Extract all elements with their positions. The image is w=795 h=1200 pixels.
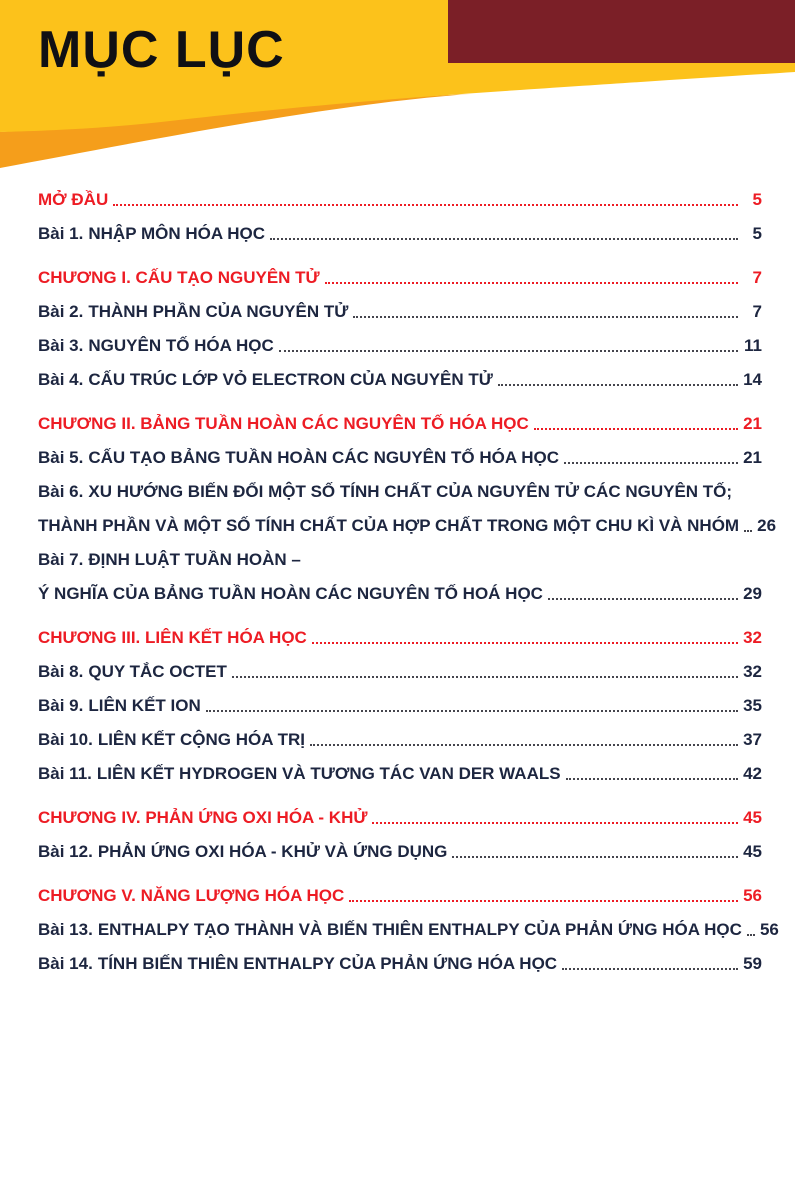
entry-title: MỞ ĐẦU [38, 190, 109, 209]
page-number: 29 [743, 584, 762, 603]
toc-heading-row [38, 414, 762, 434]
dot-leader [452, 856, 738, 858]
dot-leader [353, 316, 738, 318]
toc-entry-row [38, 584, 762, 604]
page-number: 26 [757, 516, 777, 535]
dot-leader [113, 204, 738, 206]
dot-leader [232, 676, 738, 678]
toc-entry-row [38, 764, 762, 784]
entry-prefix: Bài 7. [38, 550, 84, 569]
dot-leader [312, 642, 738, 644]
dot-leader [498, 384, 738, 386]
dot-leader [562, 968, 738, 970]
entry-prefix: Bài 14. [38, 954, 93, 973]
entry-title: Bài 11. LIÊN KẾT HYDROGEN VÀ TƯƠNG TÁC VAN DER WAALS [38, 764, 561, 783]
page-number: 45 [743, 808, 762, 827]
page-number: 32 [743, 628, 762, 647]
toc-entry-row [38, 336, 762, 356]
dot-leader [310, 744, 738, 746]
dot-leader [270, 238, 738, 240]
entry-title: Bài 7. ĐỊNH LUẬT TUẦN HOÀN – [38, 550, 301, 569]
page-title: MỤC LỤC [38, 21, 285, 79]
entry-prefix: Bài 3. [38, 336, 84, 355]
toc-heading-row [38, 268, 762, 288]
dot-leader [566, 778, 738, 780]
toc-heading-row [38, 190, 762, 210]
toc-heading-row [38, 628, 762, 648]
entry-title: CHƯƠNG V. NĂNG LƯỢNG HÓA HỌC [38, 886, 345, 905]
dot-leader [349, 900, 738, 902]
toc-entry-row [38, 696, 762, 716]
entry-title: Bài 2. THÀNH PHẦN CỦA NGUYÊN TỬ [38, 302, 349, 321]
dot-leader [744, 530, 752, 532]
dot-leader [534, 428, 738, 430]
entry-title: CHƯƠNG II. BẢNG TUẦN HOÀN CÁC NGUYÊN TỐ HÓA HỌC [38, 414, 529, 433]
dot-leader [548, 598, 738, 600]
page-number: 21 [743, 414, 762, 433]
page-number: 5 [752, 224, 762, 243]
toc-entry-row [38, 550, 762, 570]
entry-title: CHƯƠNG IV. PHẢN ỨNG OXI HÓA - KHỬ [38, 808, 368, 827]
page-number: 5 [752, 190, 762, 209]
toc-entry-row [38, 920, 779, 940]
page-number: 42 [743, 764, 762, 783]
toc-entry-row [38, 516, 777, 536]
entry-title: Bài 6. XU HƯỚNG BIẾN ĐỔI MỘT SỐ TÍNH CHẤT CỦA NGUYÊN TỬ CÁC NGUYÊN TỐ; [38, 482, 733, 501]
page-number: 32 [743, 662, 762, 681]
entry-title: Bài 14. TÍNH BIẾN THIÊN ENTHALPY CỦA PHẢN ỨNG HÓA HỌC [38, 954, 558, 973]
toc-entry-row [38, 448, 762, 468]
entry-title: THÀNH PHẦN VÀ MỘT SỐ TÍNH CHẤT CỦA HỢP CHẤT TRONG MỘT CHU KÌ VÀ NHÓM [38, 516, 740, 535]
toc-section [38, 886, 779, 974]
entry-title: Bài 5. CẤU TẠO BẢNG TUẦN HOÀN CÁC NGUYÊN TỐ HÓA HỌC [38, 448, 559, 467]
page-number: 21 [743, 448, 762, 467]
toc-section [38, 190, 762, 244]
entry-title: Bài 10. LIÊN KẾT CỘNG HÓA TRỊ [38, 730, 305, 749]
toc-entry-row [38, 842, 762, 862]
entry-prefix: Bài 10. [38, 730, 93, 749]
entry-title: Ý NGHĨA CỦA BẢNG TUẦN HOÀN CÁC NGUYÊN TỐ HOÁ HỌC [38, 584, 543, 603]
dot-leader [372, 822, 738, 824]
page-number: 59 [743, 954, 762, 973]
entry-title: Bài 8. QUY TẮC OCTET [38, 662, 227, 681]
toc-heading-row [38, 808, 762, 828]
entry-prefix: Bài 5. [38, 448, 84, 467]
dot-leader [325, 282, 738, 284]
page-number: 11 [744, 336, 762, 355]
toc-entry-row [38, 954, 762, 974]
entry-title: Bài 12. PHẢN ỨNG OXI HÓA - KHỬ VÀ ỨNG DỤNG [38, 842, 448, 861]
entry-title: Bài 3. NGUYÊN TỐ HÓA HỌC [38, 336, 274, 355]
page-number: 56 [759, 920, 779, 939]
toc-section [38, 268, 762, 390]
corner-band [448, 0, 795, 63]
toc-entry-row [38, 482, 762, 502]
toc [38, 190, 779, 998]
entry-prefix: Bài 8. [38, 662, 84, 681]
entry-title: CHƯƠNG III. LIÊN KẾT HÓA HỌC [38, 628, 307, 647]
entry-prefix: Bài 6. [38, 482, 84, 501]
entry-prefix: Bài 9. [38, 696, 84, 715]
entry-prefix: Bài 4. [38, 370, 84, 389]
entry-title: CHƯƠNG I. CẤU TẠO NGUYÊN TỬ [38, 268, 320, 287]
toc-heading-row [38, 886, 762, 906]
entry-prefix: Bài 12. [38, 842, 93, 861]
page-number: 7 [752, 268, 762, 287]
dot-leader [747, 934, 755, 936]
toc-entry-row [38, 302, 762, 322]
page-number: 7 [752, 302, 762, 321]
toc-entry-row [38, 662, 762, 682]
entry-prefix: Bài 2. [38, 302, 84, 321]
page-number: 45 [743, 842, 762, 861]
toc-section [38, 414, 777, 604]
page-number: 14 [743, 370, 762, 389]
entry-prefix: Bài 13. [38, 920, 93, 939]
dot-leader [206, 710, 738, 712]
toc-entry-row [38, 370, 762, 390]
page-number: 37 [743, 730, 762, 749]
toc-entry-row [38, 730, 762, 750]
entry-title: Bài 4. CẤU TRÚC LỚP VỎ ELECTRON CỦA NGUYÊN TỬ [38, 370, 493, 389]
toc-section [38, 628, 762, 784]
entry-prefix: Bài 1. [38, 224, 84, 243]
entry-title: Bài 9. LIÊN KẾT ION [38, 696, 201, 715]
entry-prefix: Bài 11. [38, 764, 92, 783]
toc-entry-row [38, 224, 762, 244]
entry-title: Bài 1. NHẬP MÔN HÓA HỌC [38, 224, 265, 243]
dot-leader [279, 350, 738, 352]
dot-leader [564, 462, 738, 464]
page-number: 56 [743, 886, 762, 905]
toc-section [38, 808, 762, 862]
page-number: 35 [743, 696, 762, 715]
entry-title: Bài 13. ENTHALPY TẠO THÀNH VÀ BIẾN THIÊN ENTHALPY CỦA PHẢN ỨNG HÓA HỌC [38, 920, 742, 939]
